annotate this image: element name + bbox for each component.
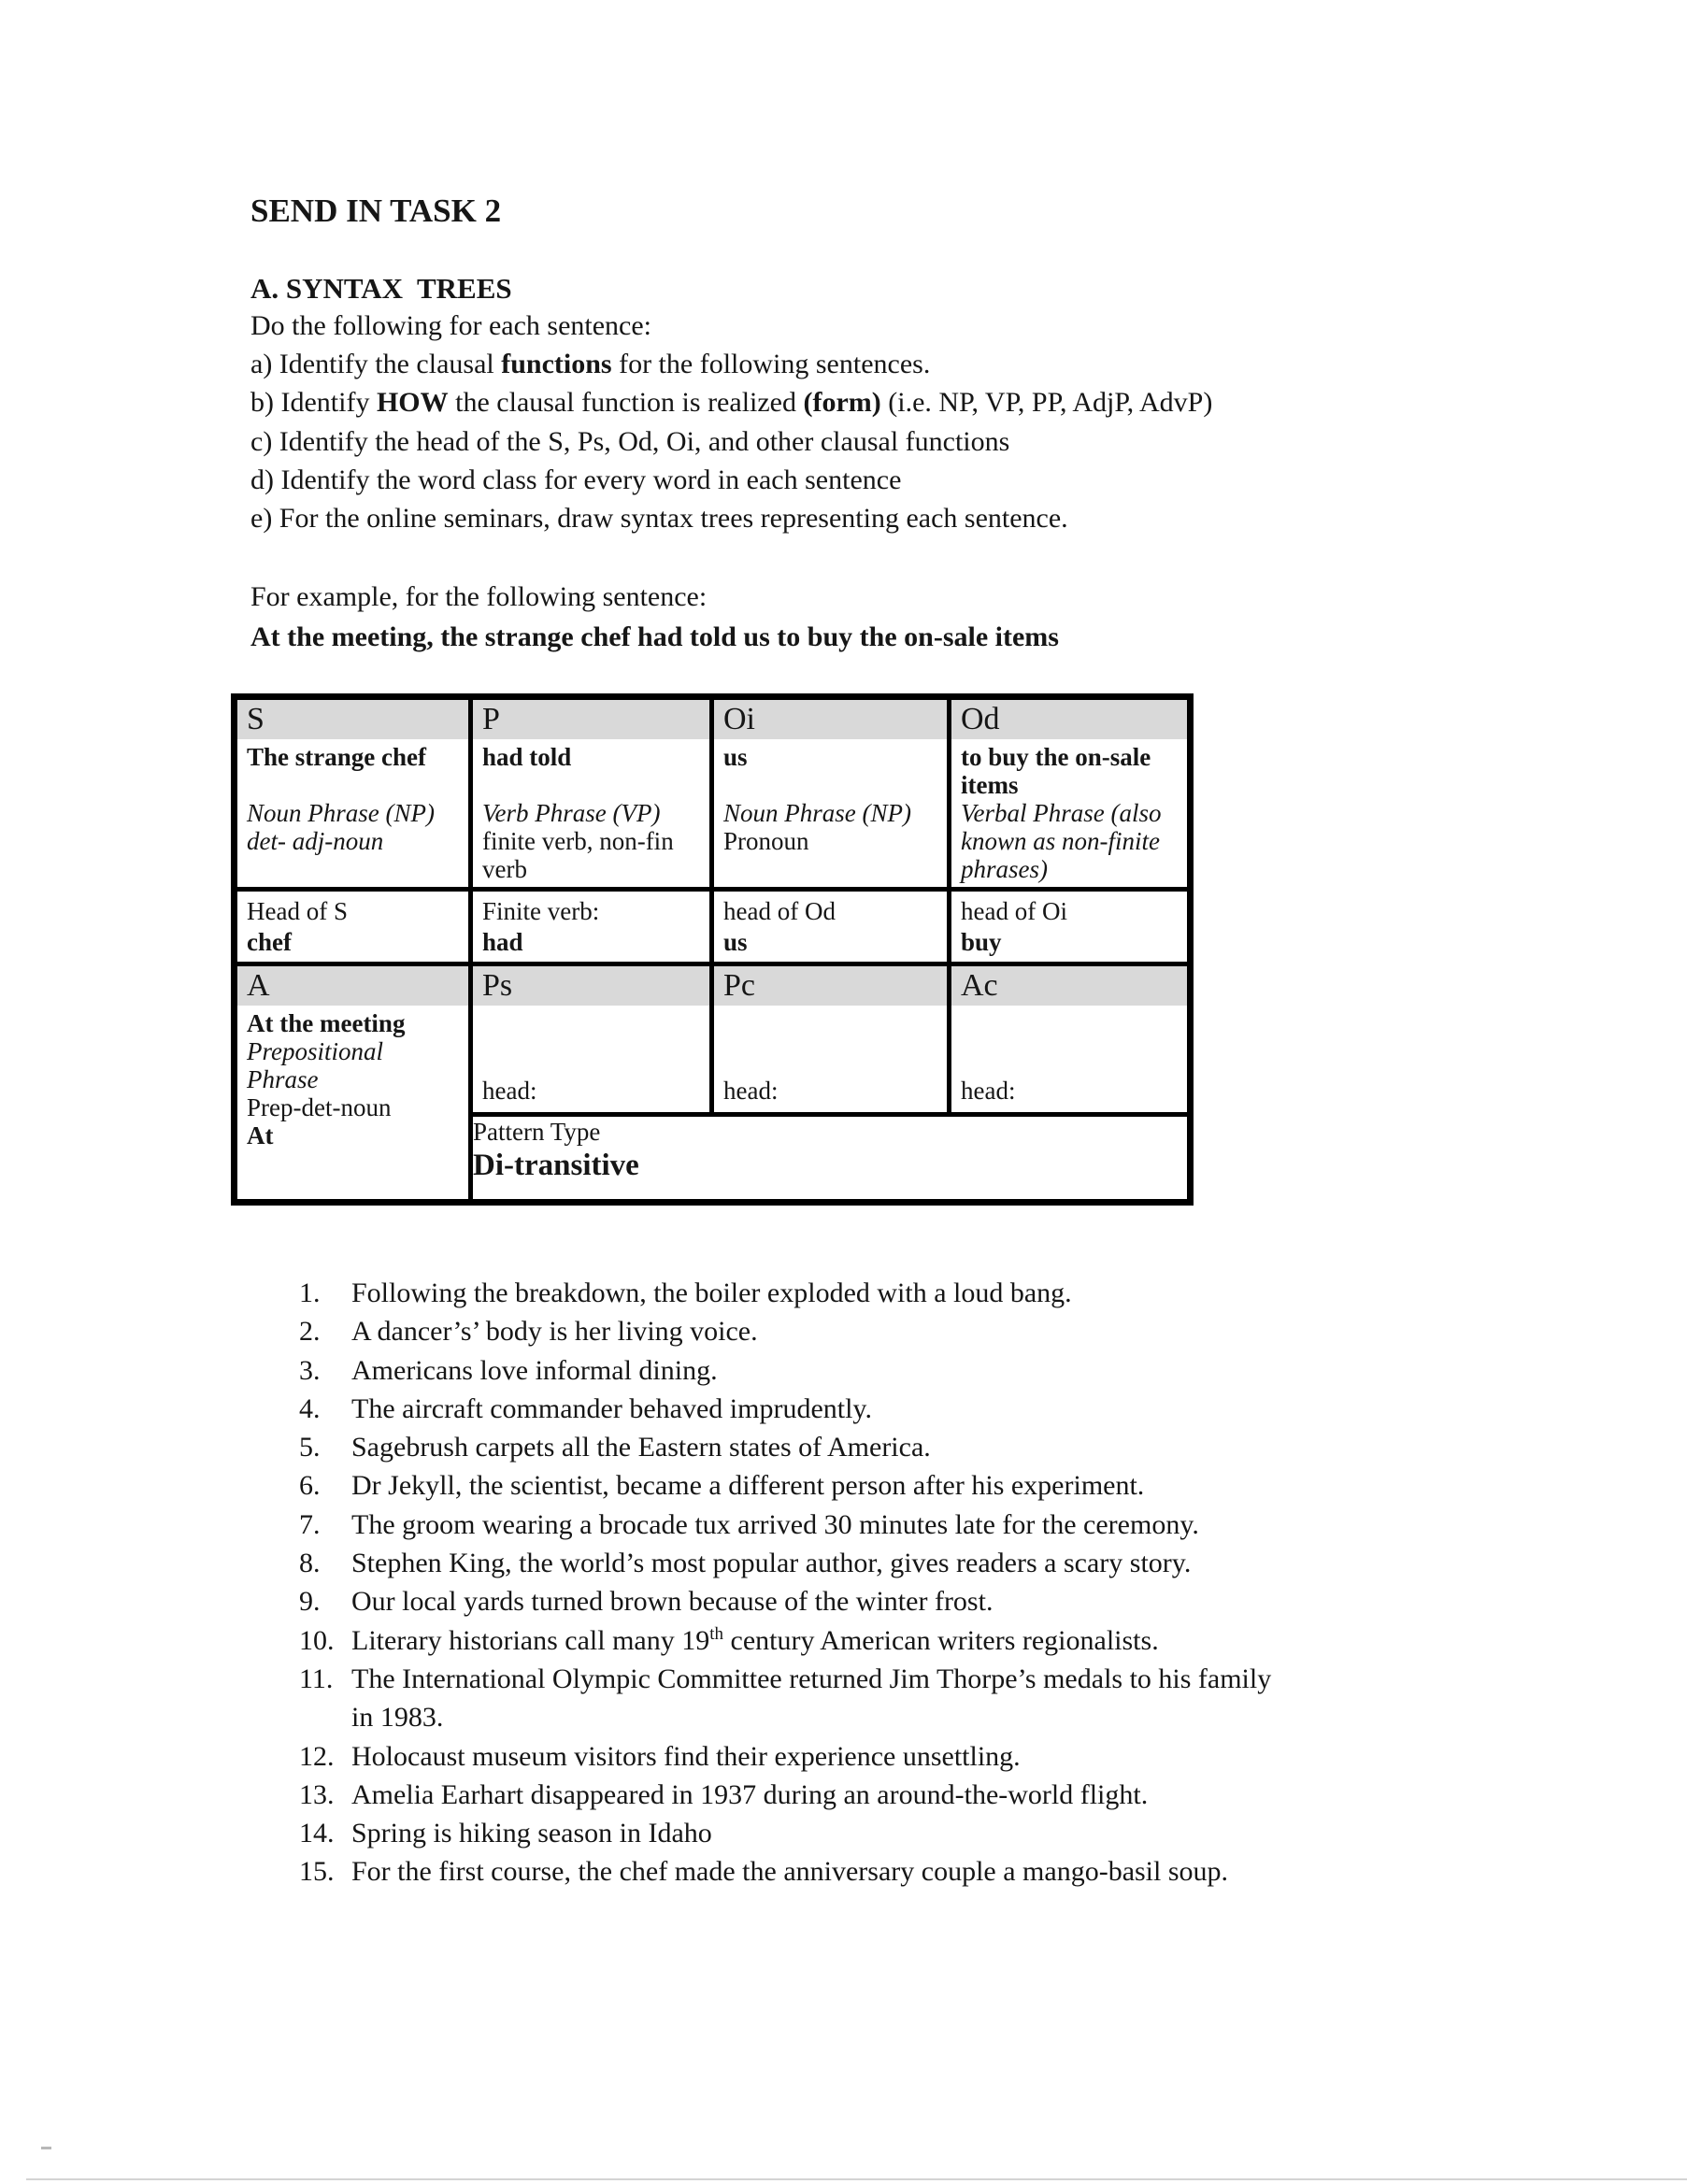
item-text: Following the breakdown, the boiler exploded with a loud bang. — [351, 1278, 1072, 1308]
list-item-10 — [299, 1621, 1458, 1660]
example-sentence: At the meeting, the strange chef had told us to buy the on-sale items — [250, 621, 1059, 652]
item-number: 12. — [299, 1740, 335, 1772]
item-text: A dancer’s’ body is her living voice. — [351, 1316, 758, 1348]
item-11-line1: The International Olympic Committee returned Jim Thorpe’s medals to his family — [351, 1663, 1272, 1694]
a-form: Prep-det-noun — [247, 1093, 392, 1121]
item-number: 13. — [299, 1778, 335, 1810]
item-text — [351, 1660, 1458, 1737]
item-text: The groom wearing a brocade tux arrived 30 minutes late for the ceremony. — [351, 1508, 1199, 1540]
item-text: Sagebrush carpets all the Eastern states of America. — [351, 1432, 931, 1463]
pattern-type-label: Pattern Type — [473, 1118, 601, 1146]
item-number: 4. — [299, 1392, 321, 1424]
a-phrase: At the meeting — [247, 1009, 406, 1037]
cell-od — [950, 697, 1191, 890]
item-number: 5. — [299, 1432, 321, 1463]
s-form: det- adj-noun — [247, 827, 384, 855]
list-item-11 — [299, 1660, 1458, 1737]
instruction-b-pre: b) Identify — [250, 387, 377, 418]
item-text: Holocaust museum visitors find their experience unsettling. — [351, 1740, 1021, 1772]
ps-head-label: head: — [482, 1077, 537, 1105]
finite-verb-label: Finite verb: — [482, 897, 600, 925]
item-text: Dr Jekyll, the scientist, became a different person after his experiment. — [351, 1470, 1145, 1502]
instruction-a-post: for the following sentences. — [611, 349, 931, 379]
column-header-oi: Oi — [714, 700, 947, 739]
ac-head-label: head: — [961, 1077, 1016, 1105]
cell-finite-verb — [471, 890, 712, 964]
instruction-b-bold1: HOW — [376, 387, 449, 418]
instruction-b-post: (i.e. NP, VP, PP, AdjP, AdvP) — [880, 387, 1213, 418]
p-phrase: had told — [482, 743, 572, 771]
list-item-12 — [299, 1737, 1458, 1776]
list-item-4 — [299, 1390, 1458, 1428]
item-10-pre: Literary historians call many 19 — [351, 1624, 710, 1656]
cell-a — [235, 964, 471, 1203]
cell-p — [471, 697, 712, 890]
head-of-oi-label: head of Oi — [961, 897, 1067, 925]
cell-ac — [950, 964, 1191, 1115]
item-number: 1. — [299, 1278, 321, 1308]
item-number: 14. — [299, 1818, 335, 1849]
list-item-9 — [299, 1582, 1458, 1620]
item-text: Spring is hiking season in Idaho — [351, 1818, 712, 1849]
list-item-14 — [299, 1814, 1458, 1852]
example-intro: For example, for the following sentence: — [250, 581, 708, 612]
list-item-1 — [299, 1274, 1458, 1312]
item-number: 11. — [299, 1663, 334, 1694]
sentence-list — [299, 1274, 1458, 1891]
instruction-b — [250, 386, 1212, 420]
item-11-line2: in 1983. — [351, 1702, 444, 1734]
p-form: finite verb, non-fin verb — [482, 827, 674, 883]
p-type: Verb Phrase (VP) — [482, 799, 661, 827]
oi-form: Pronoun — [723, 827, 809, 855]
head-of-oi-value: buy — [961, 928, 1002, 956]
cell-head-of-oi — [950, 890, 1191, 964]
item-text: The aircraft commander behaved imprudently. — [351, 1392, 872, 1424]
list-item-6 — [299, 1466, 1458, 1505]
item-number: 8. — [299, 1548, 321, 1579]
analysis-table — [231, 693, 1194, 1206]
item-text: Amelia Earhart disappeared in 1937 during an around-the-world flight. — [351, 1778, 1149, 1810]
item-10-post: century American writers regionalists. — [723, 1624, 1159, 1656]
list-item-13 — [299, 1776, 1458, 1814]
instruction-b-bold2: (form) — [803, 387, 881, 418]
column-header-ac: Ac — [951, 966, 1187, 1006]
column-header-s: S — [237, 700, 468, 739]
instruction-b-mid: the clausal function is realized — [448, 387, 804, 418]
list-item-15 — [299, 1852, 1458, 1891]
a-head: At — [247, 1121, 274, 1149]
od-phrase: to buy the on-sale items — [961, 743, 1151, 799]
item-text — [351, 1621, 1458, 1660]
list-item-8 — [299, 1544, 1458, 1582]
item-number: 9. — [299, 1586, 321, 1618]
item-number: 2. — [299, 1316, 321, 1348]
cell-head-of-od — [712, 890, 950, 964]
list-item-5 — [299, 1428, 1458, 1466]
s-type: Noun Phrase (NP) — [247, 799, 435, 827]
instruction-a — [250, 348, 930, 381]
head-of-s-label: Head of S — [247, 897, 348, 925]
item-number: 10. — [299, 1624, 335, 1656]
item-text: Our local yards turned brown because of the winter frost. — [351, 1586, 994, 1618]
item-text: For the first course, the chef made the anniversary couple a mango-basil soup. — [351, 1856, 1229, 1888]
cell-ps — [471, 964, 712, 1115]
column-header-pc: Pc — [714, 966, 947, 1006]
scan-artifact-dash — [41, 2147, 51, 2149]
item-text: Stephen King, the world’s most popular author, gives readers a scary story. — [351, 1548, 1192, 1579]
section-heading: A. SYNTAX TREES — [250, 272, 512, 305]
cell-pc — [712, 964, 950, 1115]
cell-head-of-s — [235, 890, 471, 964]
column-header-p: P — [473, 700, 709, 739]
item-number: 3. — [299, 1354, 321, 1386]
item-text: Americans love informal dining. — [351, 1354, 718, 1386]
column-header-ps: Ps — [473, 966, 709, 1006]
head-of-od-label: head of Od — [723, 897, 836, 925]
oi-phrase: us — [723, 743, 748, 771]
head-of-od-value: us — [723, 928, 748, 956]
list-item-2 — [299, 1312, 1458, 1350]
s-phrase: The strange chef — [247, 743, 426, 771]
column-header-a: A — [237, 966, 468, 1006]
cell-oi — [712, 697, 950, 890]
scan-artifact-bottom-rule — [26, 2178, 1687, 2180]
list-item-7 — [299, 1506, 1458, 1544]
item-number: 7. — [299, 1508, 321, 1540]
oi-type: Noun Phrase (NP) — [723, 799, 911, 827]
item-number: 15. — [299, 1856, 335, 1888]
head-of-s-value: chef — [247, 928, 292, 956]
instruction-e: e) For the online seminars, draw syntax trees representing each sentence. — [250, 503, 1068, 534]
cell-s — [235, 697, 471, 890]
pc-head-label: head: — [723, 1077, 779, 1105]
item-number: 6. — [299, 1470, 321, 1502]
instruction-d: d) Identify the word class for every word in each sentence — [250, 464, 902, 495]
intro-line: Do the following for each sentence: — [250, 310, 652, 341]
instruction-a-bold: functions — [501, 349, 612, 379]
a-type: Prepositional Phrase — [247, 1037, 383, 1093]
od-type: Verbal Phrase (also known as non-finite phrases) — [961, 799, 1162, 883]
page-title: SEND IN TASK 2 — [250, 193, 502, 229]
instruction-c: c) Identify the head of the S, Ps, Od, Oi, and other clausal functions — [250, 426, 1010, 457]
finite-verb-value: had — [482, 928, 523, 956]
list-item-3 — [299, 1351, 1458, 1390]
cell-pattern-type — [471, 1115, 1191, 1203]
pattern-type-value: Di-transitive — [473, 1149, 639, 1182]
item-10-superscript: th — [709, 1623, 723, 1644]
instruction-a-pre: a) Identify the clausal — [250, 349, 502, 379]
column-header-od: Od — [951, 700, 1187, 739]
